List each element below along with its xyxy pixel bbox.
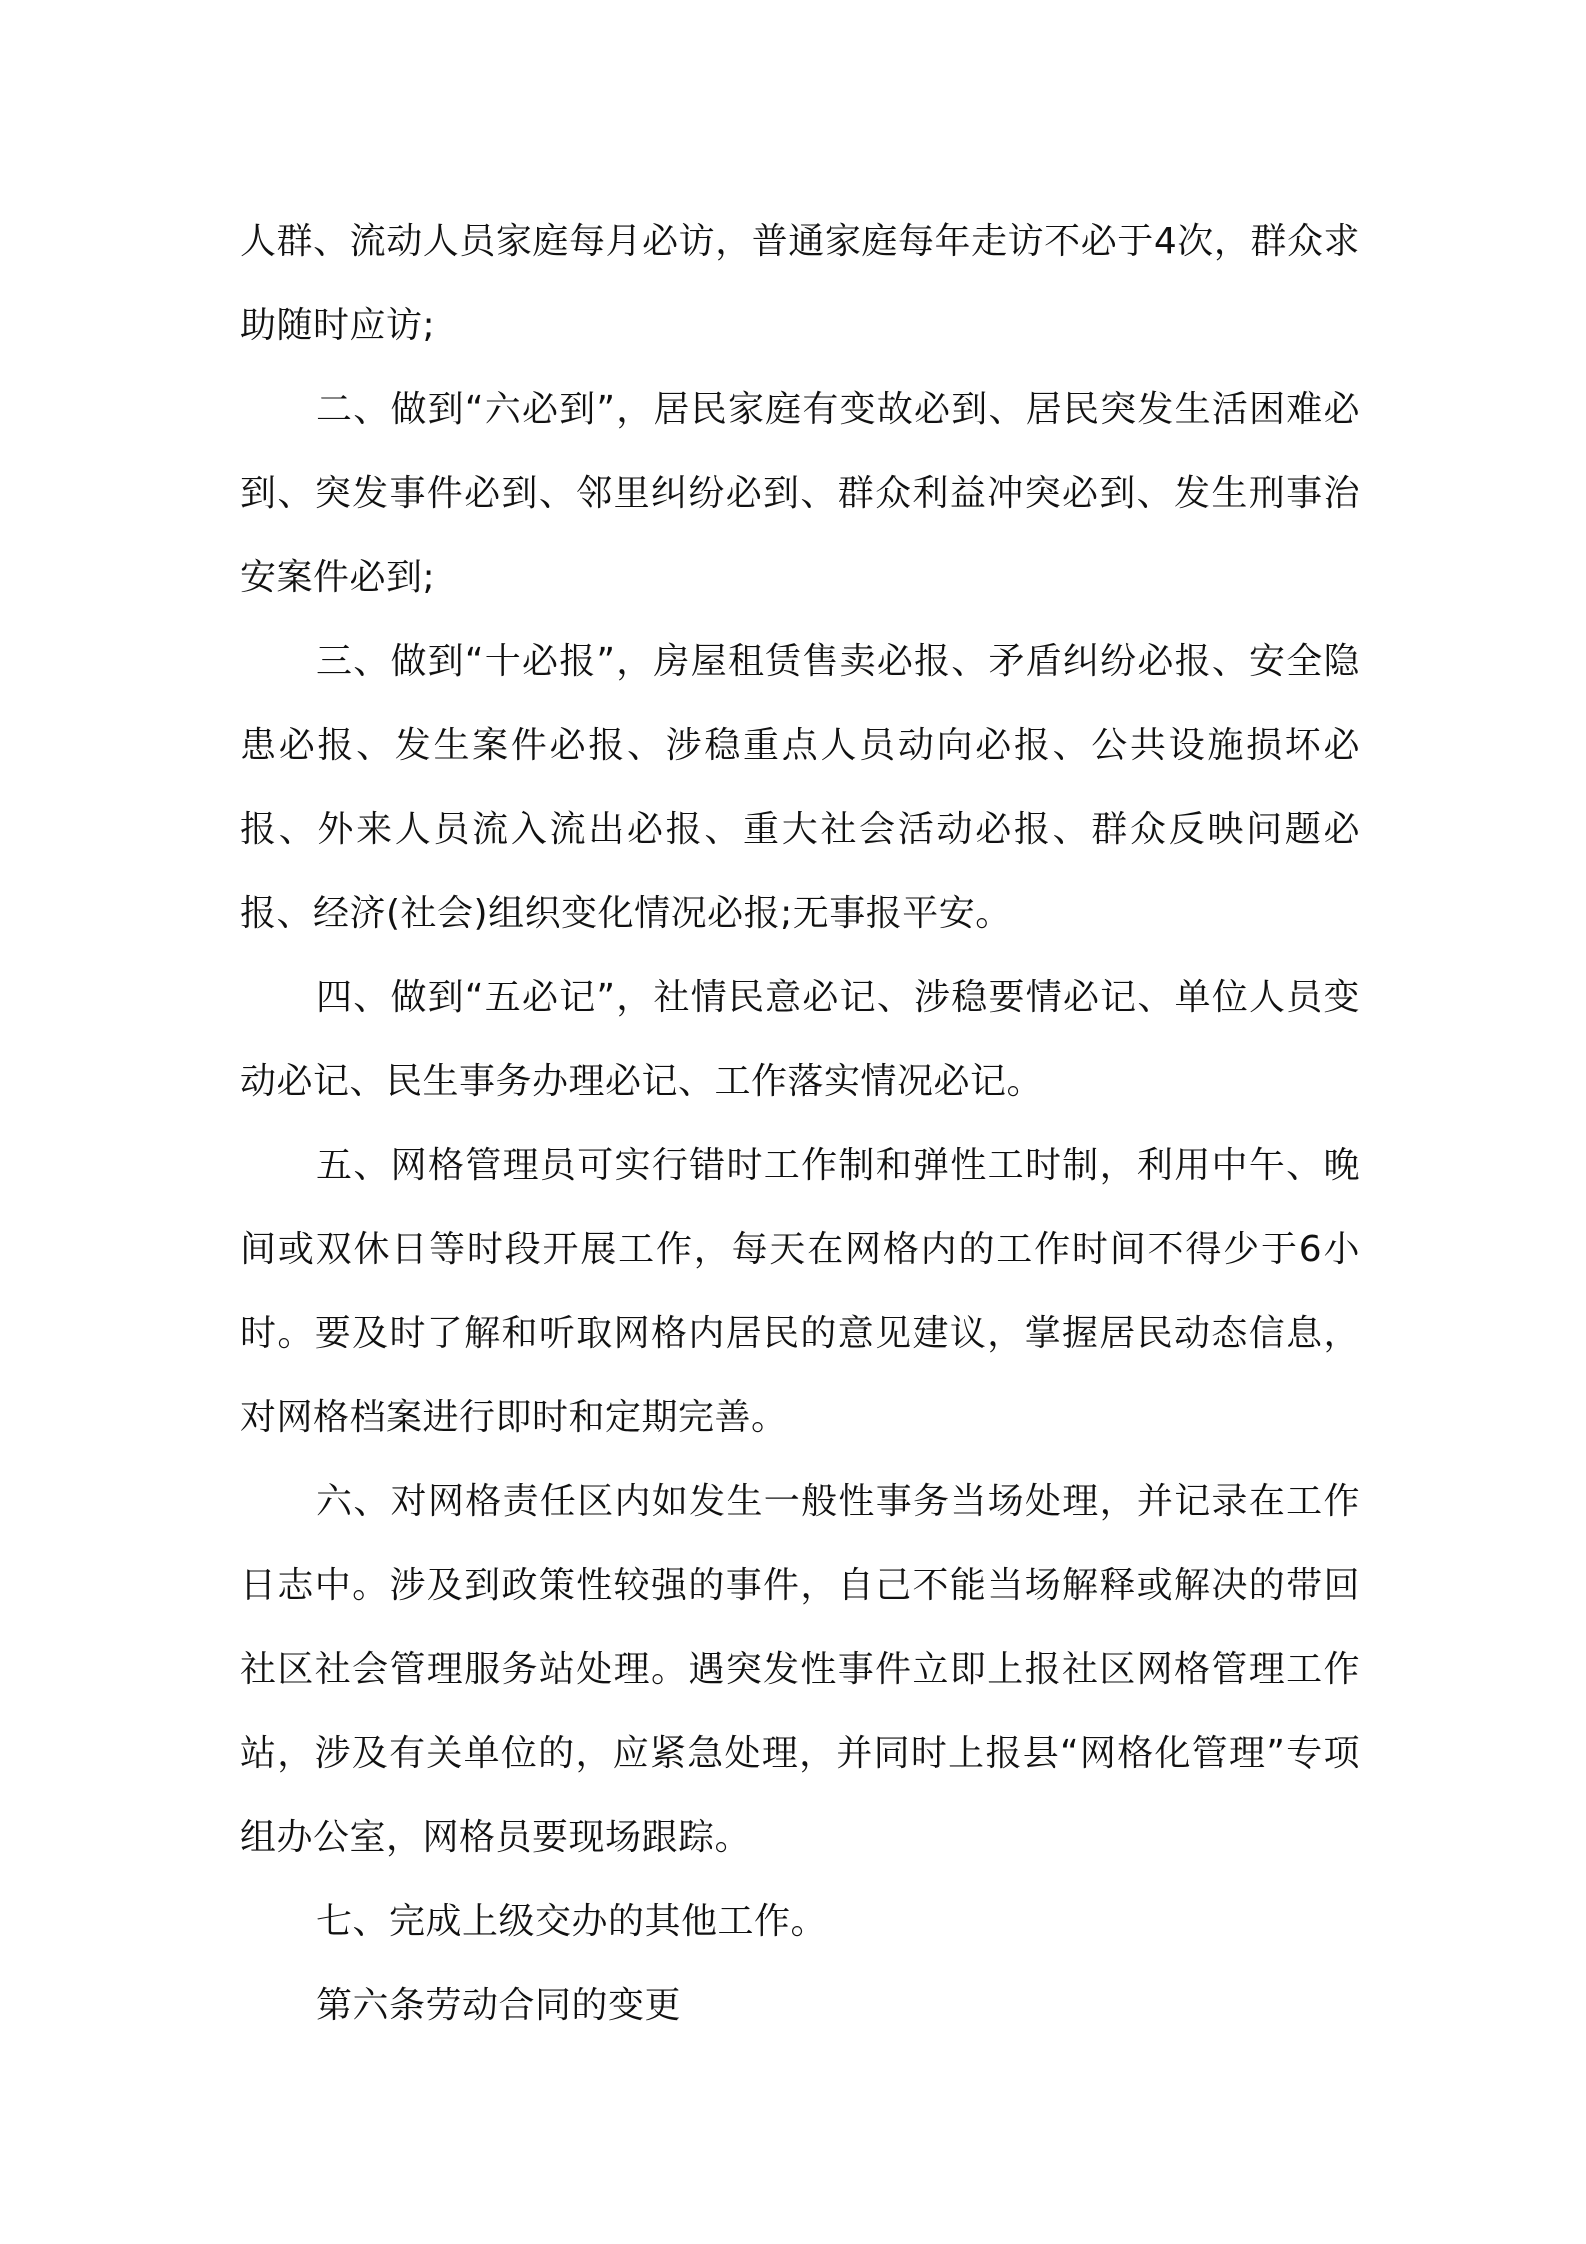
paragraph-item-4: 四、做到“五必记”，社情民意必记、涉稳要情必记、单位人员变动必记、民生事务办理必记、工作落实情况必记。 bbox=[240, 977, 1360, 1102]
paragraph-continuation: 人群、流动人员家庭每月必访，普通家庭每年走访不必于4次，群众求助随时应访; bbox=[240, 221, 1360, 346]
paragraph-item-3: 三、做到“十必报”，房屋租赁售卖必报、矛盾纠纷必报、安全隐患必报、发生案件必报、涉稳重点人员动向必报、公共设施损坏必报、外来人员流入流出必报、重大社会活动必报、群众反映问题必报、经济(社会)组织变化情况必报;无事报平安。 bbox=[240, 641, 1360, 934]
document-body bbox=[240, 200, 1360, 2048]
paragraph-item-7: 七、完成上级交办的其他工作。 bbox=[316, 1901, 828, 1942]
paragraph-item-2: 二、做到“六必到”，居民家庭有变故必到、居民突发生活困难必到、突发事件必到、邻里纠纷必到、群众利益冲突必到、发生刑事治安案件必到; bbox=[240, 389, 1360, 598]
section-heading-article-6: 第六条劳动合同的变更 bbox=[316, 1985, 682, 2026]
paragraph-item-6: 六、对网格责任区内如发生一般性事务当场处理，并记录在工作日志中。涉及到政策性较强的事件，自己不能当场解释或解决的带回社区社会管理服务站处理。遇突发性事件立即上报社区网格管理工作站，涉及有关单位的，应紧急处理，并同时上报县“网格化管理”专项组办公室，网格员要现场跟踪。 bbox=[240, 1481, 1360, 1858]
paragraph-item-5: 五、网格管理员可实行错时工作制和弹性工时制，利用中午、晚间或双休日等时段开展工作，每天在网格内的工作时间不得少于6小时。要及时了解和听取网格内居民的意见建议，掌握居民动态信息，对网格档案进行即时和定期完善。 bbox=[240, 1145, 1360, 1438]
